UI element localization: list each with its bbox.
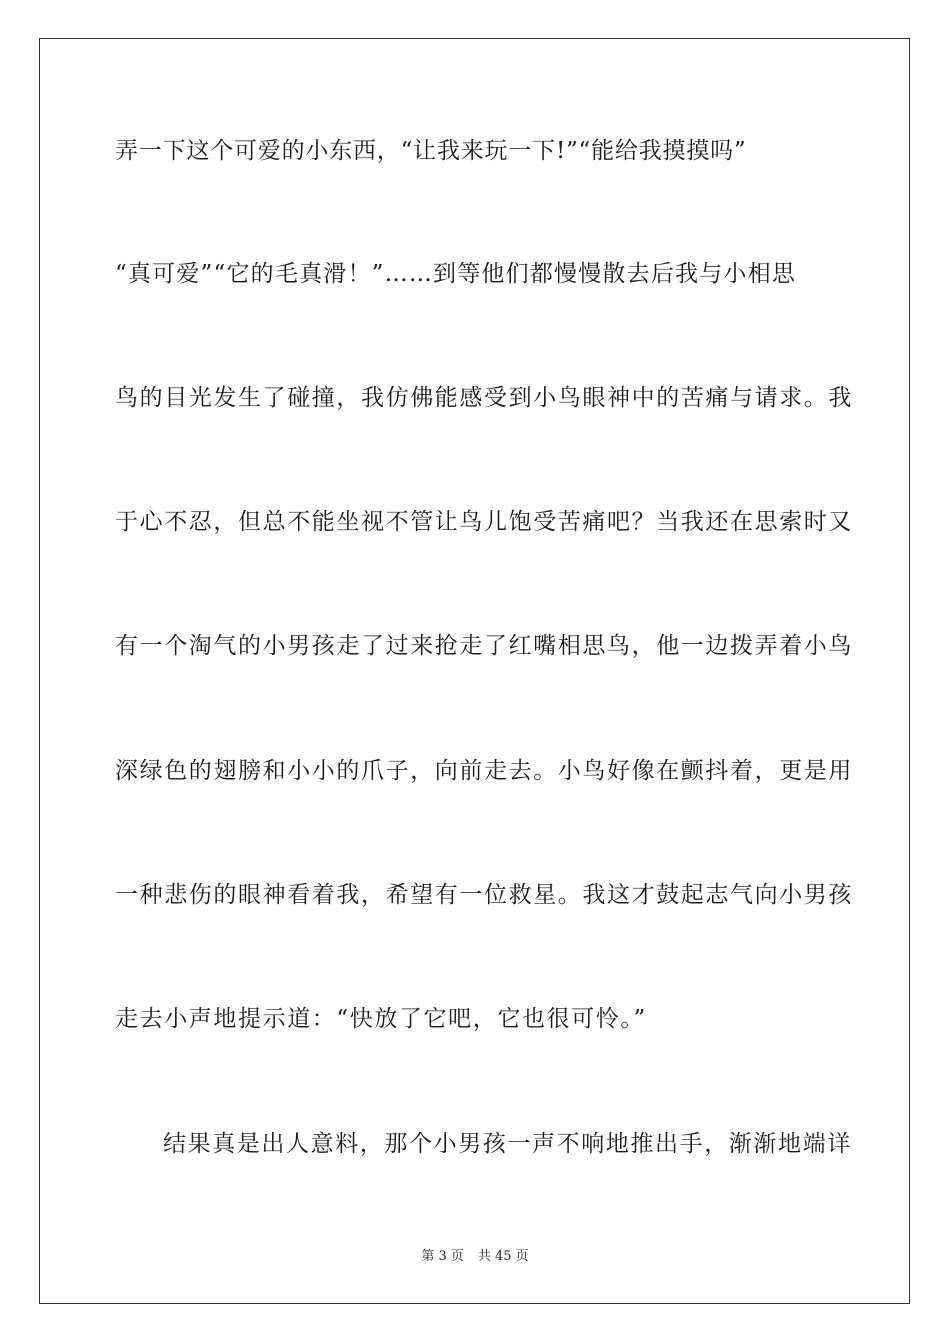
body-text-line-1: 弄一下这个可爱的小东西，“让我来玩一下!”“能给我摸摸吗”: [115, 138, 747, 164]
body-text-line-4: 于心不忍，但总不能坐视不管让鸟儿饱受苦痛吧？当我还在思索时又: [115, 509, 853, 535]
body-text-line-3: 鸟的目光发生了碰撞，我仿佛能感受到小鸟眼神中的苦痛与请求。我: [115, 385, 853, 411]
body-text-line-6: 深绿色的翅膀和小小的爪子，向前走去。小鸟好像在颤抖着，更是用: [115, 758, 853, 784]
total-pages: 共 45 页: [477, 1249, 529, 1264]
paragraph-start-line: 结果真是出人意料，那个小男孩一声不响地推出手，渐渐地端详: [163, 1131, 852, 1157]
body-text-line-2: “真可爱”“它的毛真滑！”……到等他们都慢慢散去后我与小相思: [115, 261, 797, 287]
page-footer: [0, 1248, 950, 1266]
page-border: [39, 38, 910, 1304]
body-text-line-8: 走去小声地提示道：“快放了它吧，它也很可怜。”: [115, 1006, 647, 1032]
page-number: 第 3 页: [421, 1249, 464, 1264]
body-text-line-7: 一种悲伤的眼神看着我，希望有一位救星。我这才鼓起志气向小男孩: [115, 882, 853, 908]
body-text-line-5: 有一个淘气的小男孩走了过来抢走了红嘴相思鸟，他一边拨弄着小鸟: [115, 633, 853, 659]
